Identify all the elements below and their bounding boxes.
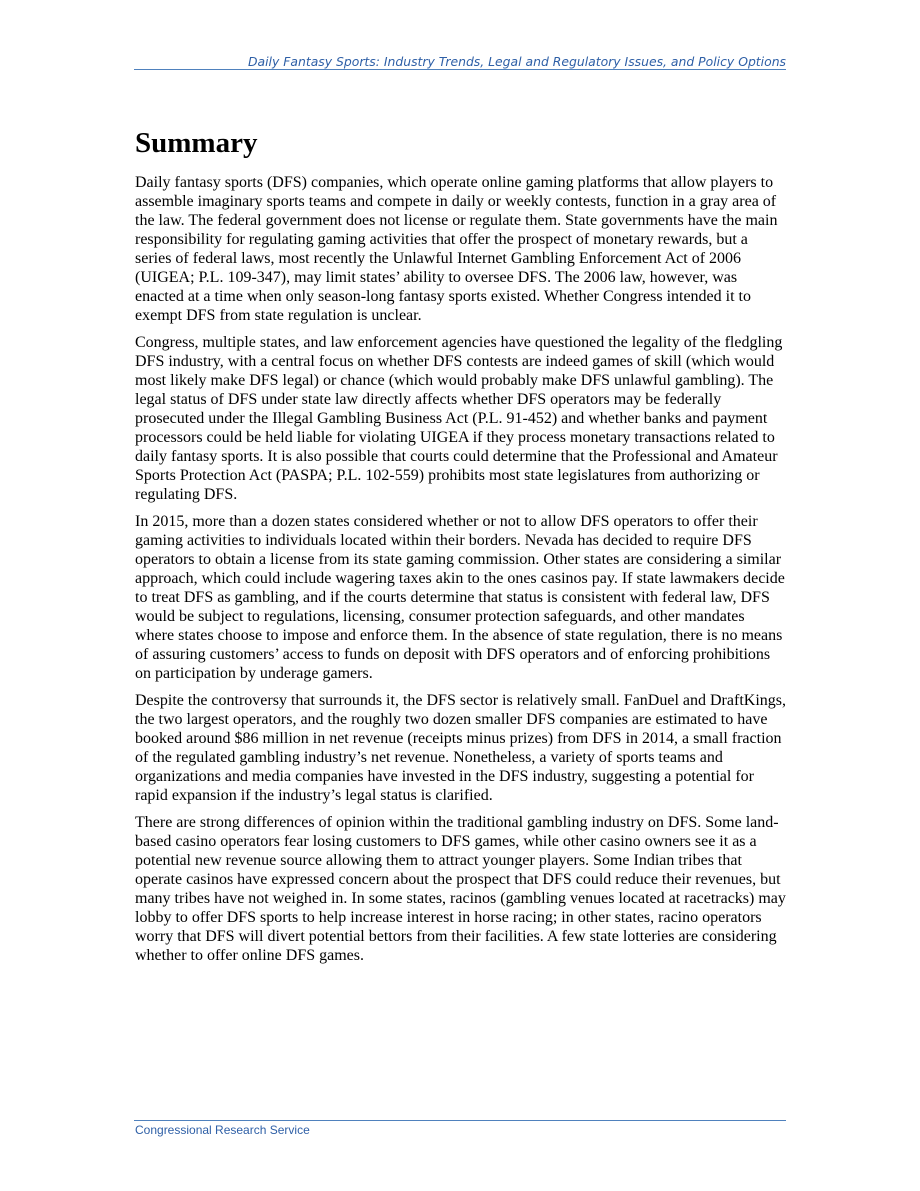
paragraph: There are strong differences of opinion within the traditional gambling industry on DFS. Some land-based casino operators fear losing customers to DFS games, while other casino owners see it as a potential new revenue source allowing them to attract younger players. Some Indian tribes that operate casinos have expressed concern about the prospect that DFS could reduce their revenues, but many tribes have not weighed in. In some states, racinos (gambling venues located at racetracks) may lobby to offer DFS sports to help increase interest in horse racing; in other states, racino operators worry that DFS will divert potential bettors from their facilities. A few state lotteries are considering whether to offer online DFS games. [135, 814, 786, 964]
document-body [135, 120, 786, 973]
running-header-title: Daily Fantasy Sports: Industry Trends, Legal and Regulatory Issues, and Policy Options [247, 54, 786, 69]
paragraph: Congress, multiple states, and law enforcement agencies have questioned the legality of the fledgling DFS industry, with a central focus on whether DFS contests are indeed games of skill (which would most likely make DFS legal) or chance (which would probably make DFS unlawful gambling). The legal status of DFS under state law directly affects whether DFS operators may be federally prosecuted under the Illegal Gambling Business Act (P.L. 91-452) and whether banks and payment processors could be held liable for violating UIGEA if they process monetary transactions related to daily fantasy sports. It is also possible that courts could determine that the Professional and Amateur Sports Protection Act (PASPA; P.L. 102-559) prohibits most state legislatures from authorizing or regulating DFS. [135, 334, 783, 503]
footer-divider [134, 1120, 786, 1121]
header-divider [134, 69, 786, 70]
paragraph: Despite the controversy that surrounds it, the DFS sector is relatively small. FanDuel and DraftKings, the two largest operators, and the roughly two dozen smaller DFS companies are estimated to have booked around $86 million in net revenue (receipts minus prizes) from DFS in 2014, a small fraction of the regulated gambling industry’s net revenue. Nonetheless, a variety of sports teams and organizations and media companies have invested in the DFS industry, suggesting a potential for rapid expansion if the industry’s legal status is clarified. [135, 692, 786, 804]
footer-organization: Congressional Research Service [135, 1123, 310, 1137]
section-title: Summary [135, 127, 258, 159]
paragraph: Daily fantasy sports (DFS) companies, which operate online gaming platforms that allow players to assemble imaginary sports teams and compete in daily or weekly contests, function in a gray area of the law. The federal government does not license or regulate them. State governments have the main responsibility for regulating gaming activities that offer the prospect of monetary rewards, but a series of federal laws, most recently the Unlawful Internet Gambling Enforcement Act of 2006 (UIGEA; P.L. 109-347), may limit states’ ability to oversee DFS. The 2006 law, however, was enacted at a time when only season-long fantasy sports existed. Whether Congress intended it to exempt DFS from state regulation is unclear. [135, 174, 778, 324]
paragraph: In 2015, more than a dozen states considered whether or not to allow DFS operators to offer their gaming activities to individuals located within their borders. Nevada has decided to require DFS operators to obtain a license from its state gaming commission. Other states are considering a similar approach, which could include wagering taxes akin to the ones casinos pay. If state lawmakers decide to treat DFS as gambling, and if the courts determine that status is consistent with federal law, DFS would be subject to regulations, licensing, consumer protection safeguards, and other mandates where states choose to impose and enforce them. In the absence of state regulation, there is no means of assuring customers’ access to funds on deposit with DFS operators and of enforcing prohibitions on participation by underage gamers. [135, 513, 785, 682]
